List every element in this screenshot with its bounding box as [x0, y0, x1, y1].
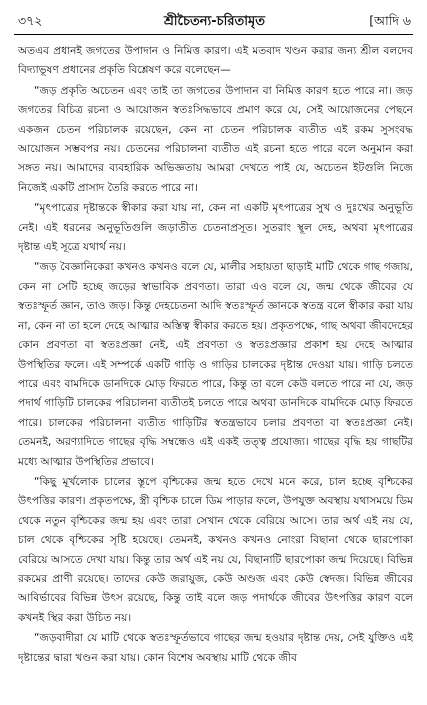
paragraph: “জড় প্রকৃতি অচেতন এবং তাই তা জগতের উপাদান বা নিমিত্ত কারণ হতে পারে না। জড় জগতের বিচিত্র রচনা ও আয়োজন স্বতঃসিদ্ধভাবে প্রমাণ করে যে, সেই আয়োজনের পেছনে একজন চেতন পরিচালক রয়েছেন, কেন না চেতন পরিচালক ব্যতীত এই রকম সুসংবদ্ধ আয়োজন সম্ভবপর নয়। চেতনের পরিচালনা ব্যতীত এই রচনা হতে পারে বলে অনুমান করা সঙ্গত নয়। আমাদের ব্যবহারিক অভিজ্ঞতায় আমরা দেখতে পাই যে, অচেতন ইটগুলি নিজে নিজেই একটি প্রাসাদ তৈরি করতে পারে না।	[18, 84, 413, 194]
running-title: শ্রীচৈতন্য-চরিতামৃত	[163, 14, 266, 29]
page-body	[18, 42, 413, 697]
header-rule	[14, 34, 413, 35]
paragraph: অতএব প্রধানই জগতের উপাদান ও নিমিত্ত কারণ। এই মতবাদ খণ্ডন করার জন্য শ্রীল বলদেব বিদ্যাভূষণ প্রধানের প্রকৃতি বিশ্লেষণ করে বলেছেন—	[18, 45, 413, 77]
page-number: ৩৭২	[18, 13, 43, 28]
paragraph: “জড়বাদীরা যে মাটি থেকে স্বতঃস্ফূর্তভাবে গাছের জন্ম হওয়ার দৃষ্টান্ত দেয়, সেই যুক্তিও এই দৃষ্টান্তের দ্বারা খণ্ডন করা যায়। কোন বিশেষ অবস্থায় মাটি থেকে জীব	[18, 632, 413, 664]
paragraph: “কিছু মূর্খলোক চালের স্তূপে বৃশ্চিকের জন্ম হতে দেখে মনে করে, চাল হচ্ছে বৃশ্চিকের উৎপত্তির কারণ। প্রকৃতপক্ষে, স্ত্রী বৃশ্চিক চালে ডিম পাড়ার ফলে, উপযুক্ত অবস্থায় যথাসময়ে ডিম থেকে নতুন বৃশ্চিকের জন্ম হয় এবং তারা সেখান থেকে বেরিয়ে আসে। তার অর্থ এই নয় যে, চাল থেকে বৃশ্চিকের সৃষ্টি হয়েছে। তেমনই, কখনও কখনও নোংরা বিছানা থেকে ছারপোকা বেরিয়ে আসতে দেখা যায়। কিন্তু তার অর্থ এই নয় যে, বিছানাটি ছারপোকা জন্ম দিয়েছে। বিভিন্ন রকমের প্রাণী রয়েছে। তাদের কেউ জরায়ুজ, কেউ অণ্ডজ এবং কেউ স্বেদজ। বিভিন্ন জীবের আবির্ভাবের বিভিন্ন উৎস রয়েছে, কিন্তু তাই বলে জড় পদার্থকে জীবের উৎপত্তির কারণ বলে কখনই স্থির করা উচিত নয়।	[18, 475, 413, 624]
page-header	[14, 10, 415, 32]
paragraph: “মৃৎপাত্রের দৃষ্টান্তকে স্বীকার করা যায় না, কেন না একটি মৃৎপাত্রের সুখ ও দুঃখের অনুভূতি নেই। এই ধরনের অনুভূতিগুলি জড়াতীত চেতনাপ্রসূত। সুতরাং স্থূল দেহ, অথবা মৃৎপাত্রের দৃষ্টান্ত এই সূত্রে যথার্থ নয়।	[18, 202, 413, 254]
chapter-marker: [আদি ৬	[369, 13, 411, 28]
paragraph: “জড় বৈজ্ঞানিকেরা কখনও কখনও বলে যে, মালীর সহায়তা ছাড়াই মাটি থেকে গাছ গজায়, কেন না সেটি হচ্ছে জড়ের স্বাভাবিক প্রবণতা। তারা এও বলে যে, জন্ম থেকে জীবের যে স্বতঃস্ফূর্ত জ্ঞান, তাও জড়। কিন্তু দেহচেতনা আদি স্বতঃস্ফূর্ত জ্ঞানকে স্বতন্ত্র বলে স্বীকার করা যায় না, কেন না তা হলে দেহে আত্মার অস্তিত্ব স্বীকার করতে হয়। প্রকৃতপক্ষে, গাছ অথবা জীবদেহের কোন প্রবণতা বা স্বতঃপ্রজ্ঞা নেই, এই প্রবণতা ও স্বতঃপ্রজ্ঞার প্রকাশ হয় দেহে আত্মার উপস্থিতির ফলে। এই সম্পর্কে একটি গাড়ি ও গাড়ির চালকের দৃষ্টান্ত দেওয়া যায়। গাড়ি চলতে পারে এবং বামদিকে ডানদিকে মোড় ফিরতে পারে, কিন্তু তা বলে কেউ বলতে পারে না যে, জড় পদার্থ গাড়িটি চালকের পরিচালনা ব্যতীতই চলতে পারে অথবা ডানদিকে বামদিকে মোড় ফিরতে পারে। চালকের পরিচালনা ব্যতীত গাড়িটির স্বতন্ত্রভাবে চলার প্রবণতা বা স্বতঃপ্রজ্ঞা নেই। তেমনই, অরণ্যাদিতে গাছের বৃদ্ধি সম্বন্ধেও এই একই তত্ত্ব প্রযোজ্য। গাছের বৃদ্ধি হয় গাছটির মধ্যে আত্মার উপস্থিতির প্রভাবে।	[18, 261, 413, 468]
